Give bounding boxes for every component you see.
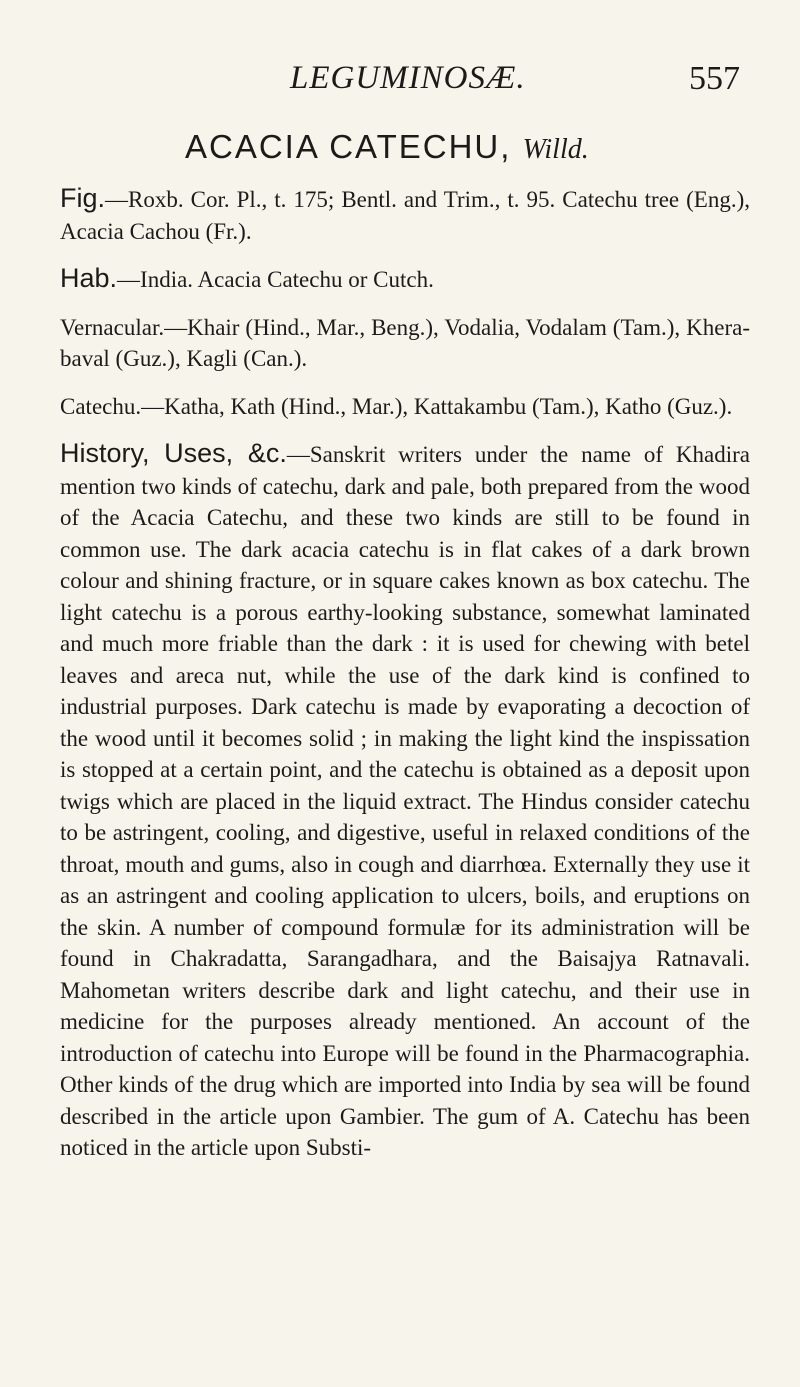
paragraph-text: Vernacular.—Khair (Hind., Mar., Beng.), Vodalia, Vodalam (Tam.), Khera-baval (Guz.), Kagli (Can.). (60, 314, 750, 371)
species-authority: Willd. (522, 134, 589, 165)
paragraph-lead: Fig. (60, 183, 106, 213)
paragraph-figures (60, 183, 750, 247)
paragraph-history-uses (60, 438, 750, 1164)
paragraph-lead: Hab. (60, 263, 118, 293)
running-head (0, 60, 800, 100)
paragraph-text: —Sanskrit writers under the name of Khadira mention two kinds of catechu, dark and pale, both prepared from the wood of the Acacia Catechu, and these two kinds are still to be found in common use. The dark acacia catechu is in flat cakes of a dark brown colour and shining fracture, or in square cakes known as box catechu. The light catechu is a porous earthy-looking substance, somewhat laminated and much more friable than the dark : it is used for chewing with betel leaves and areca nut, while the use of the dark kind is confined to industrial purposes. Dark catechu is made by evaporating a decoction of the wood until it becomes solid ; in making the light kind the inspissation is stopped at a certain point, and the catechu is obtained as a deposit upon twigs which are placed in the liquid extract. The Hindus consider catechu to be astringent, cooling, and digestive, useful in relaxed conditions of the throat, mouth and gums, also in cough and diarrhœa. Externally they use it as an astringent and cooling application to ulcers, boils, and eruptions on the skin. A number of compound formulæ for its administration will be found in Chakradatta, Sarangadhara, and the Baisajya Ratnavali. Mahometan writers describe dark and light catechu, and their use in medicine for the purposes already mentioned. An account of the introduction of catechu into Europe will be found in the Pharmacographia. Other kinds of the drug which are imported into India by sea will be found described in the article upon Gambier. The gum of A. Catechu has been noticed in the article upon Substi- (60, 442, 750, 1160)
paragraph-text: —India. Acacia Catechu or Cutch. (117, 267, 434, 292)
paragraph-text: Catechu.—Katha, Kath (Hind., Mar.), Kattakambu (Tam.), Katho (Guz.). (60, 393, 733, 419)
running-title: LEGUMINOSÆ. (290, 60, 526, 96)
paragraph-habitat (60, 263, 750, 296)
species-name: ACACIA CATECHU, (185, 128, 512, 165)
paragraph-catechu-names (60, 391, 750, 423)
species-heading (185, 128, 589, 166)
paragraph-text: —Roxb. Cor. Pl., t. 175; Bentl. and Trim., t. 95. Catechu tree (Eng.), Acacia Cachou (Fr.). (60, 187, 750, 244)
paragraph-lead: History, Uses, &c. (60, 438, 287, 468)
page-number: 557 (689, 60, 740, 97)
paragraph-vernacular (60, 312, 750, 375)
article-body (60, 183, 750, 1180)
